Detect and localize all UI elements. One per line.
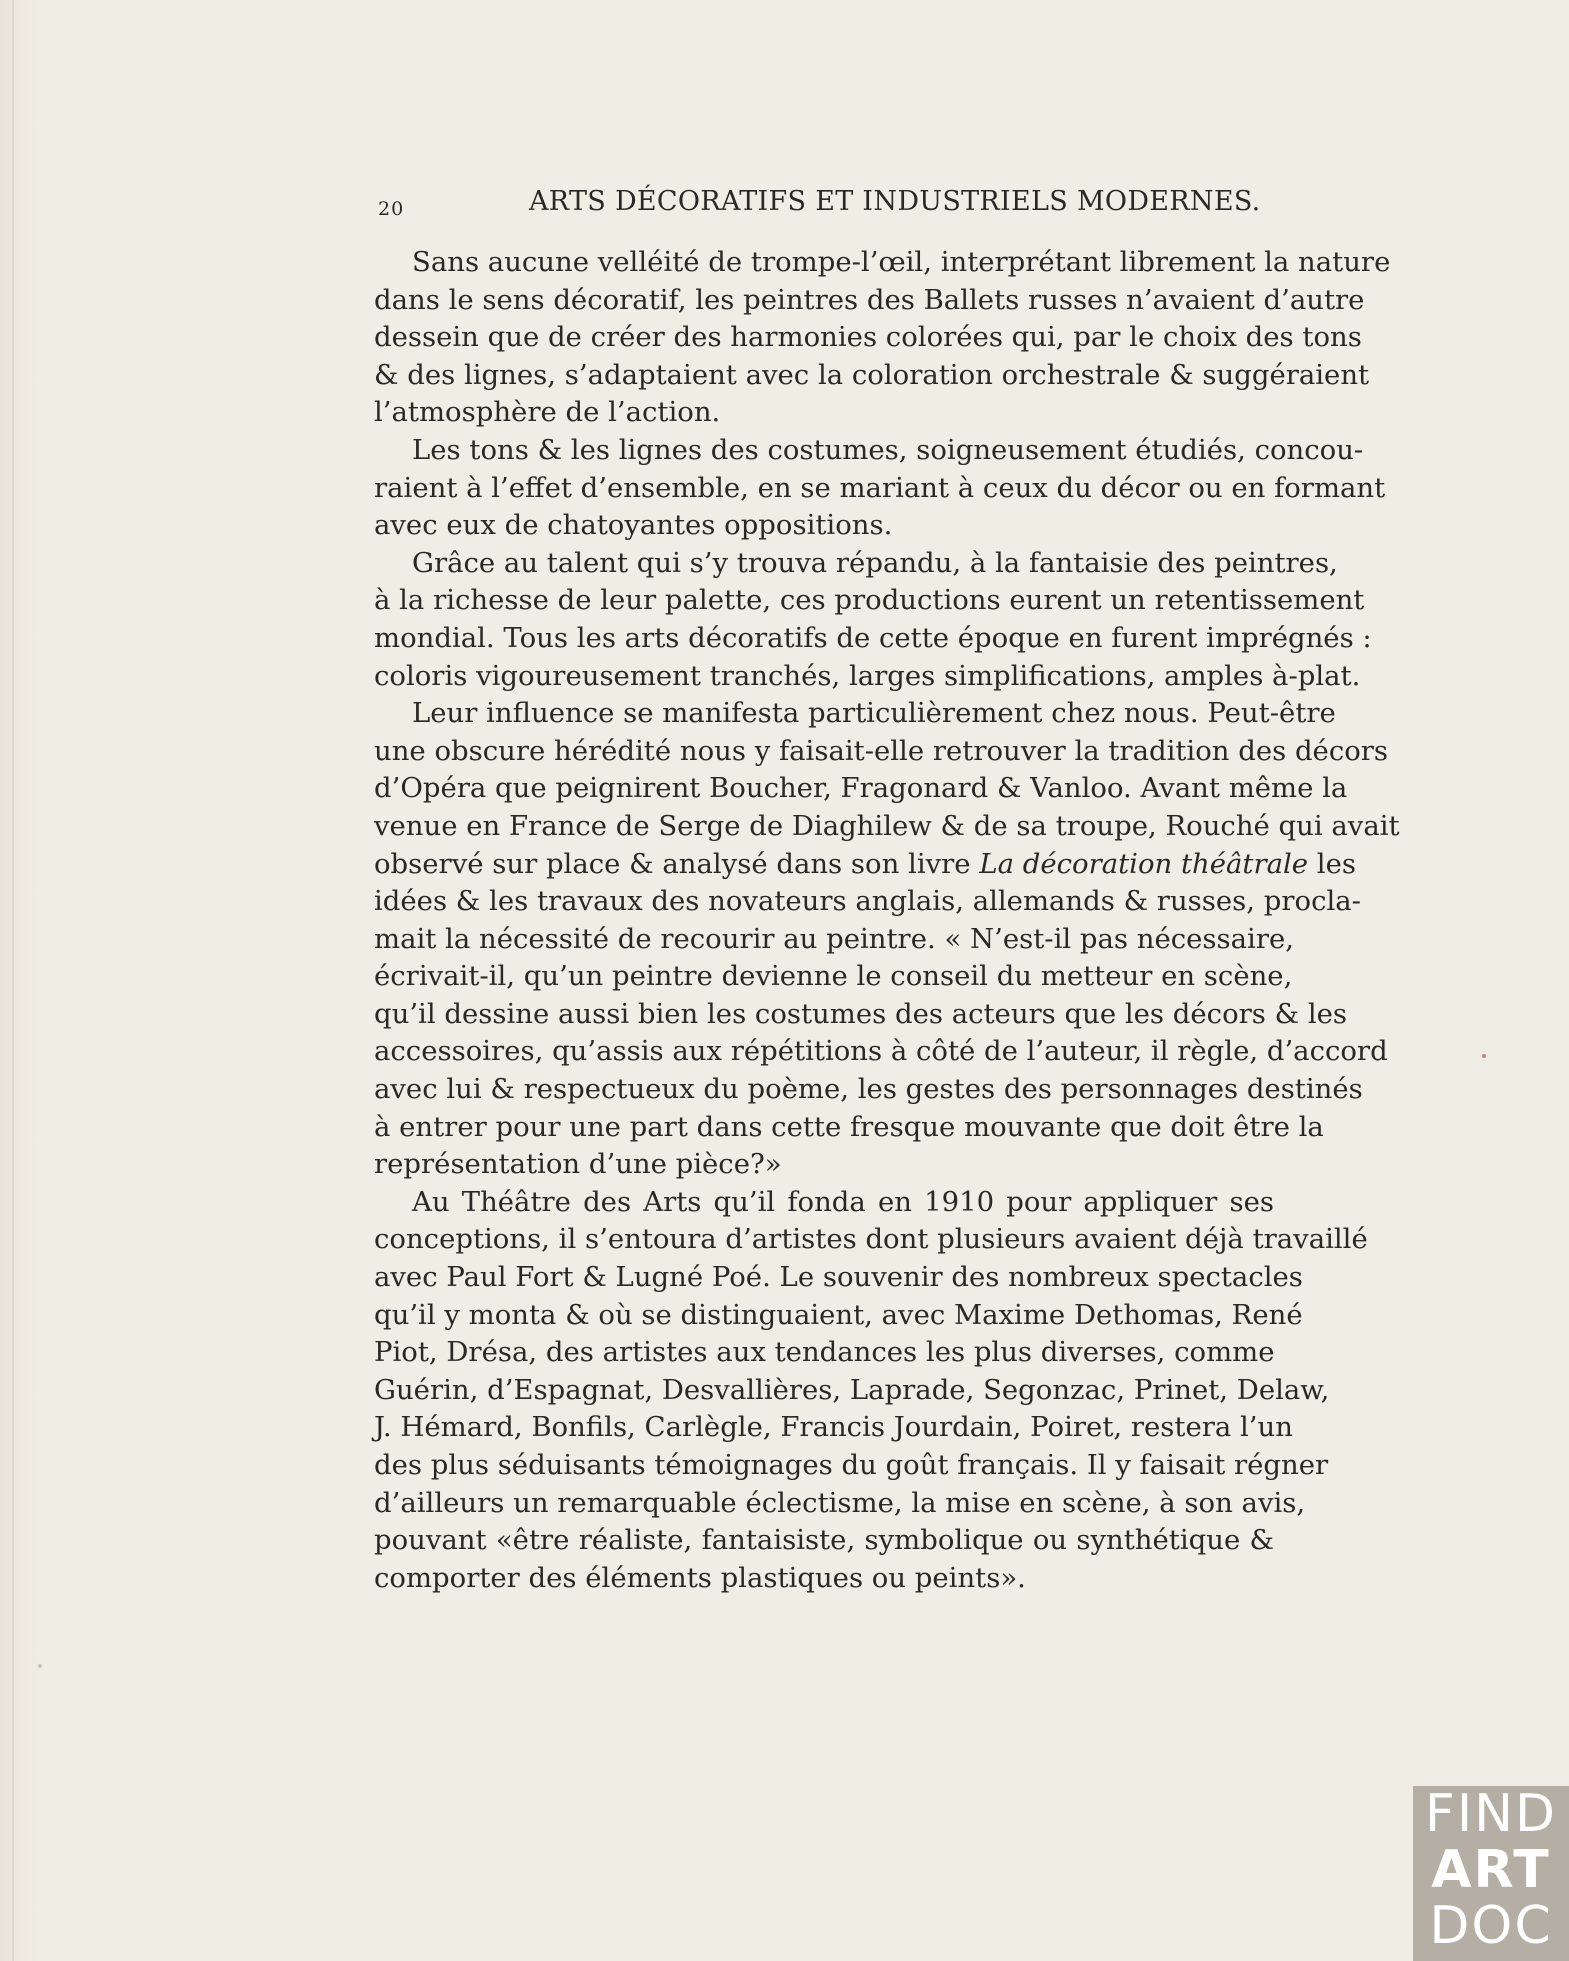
text-line: avec eux de chatoyantes oppositions. xyxy=(374,509,893,542)
text-line: avec Paul Fort & Lugné Poé. Le souvenir des nombreux spectacles xyxy=(374,1261,1303,1294)
text-line: accessoires, qu’assis aux répétitions à côté de l’auteur, il règle, d’accord xyxy=(374,1035,1388,1068)
findartdoc-watermark-logo xyxy=(1413,1786,1569,1961)
text-line: comporter des éléments plastiques ou peints». xyxy=(374,1561,1026,1594)
text-line: J. Hémard, Bonfils, Carlègle, Francis Jourdain, Poiret, restera l’un xyxy=(374,1411,1293,1444)
text-line: & des lignes, s’adaptaient avec la coloration orchestrale & suggéraient xyxy=(374,358,1370,391)
text-line: mait la nécessité de recourir au peintre. « N’est-il pas nécessaire, xyxy=(374,922,1294,955)
text-line: dessein que de créer des harmonies colorées qui, par le choix des tons xyxy=(374,321,1362,354)
text-line: Leur influence se manifesta particulièrement chez nous. Peut-être xyxy=(412,697,1336,730)
text-line: à la richesse de leur palette, ces productions eurent un retentissement xyxy=(374,584,1365,617)
text-line: Sans aucune velléité de trompe-l’œil, interprétant librement la nature xyxy=(412,246,1391,278)
paper-speck xyxy=(38,1664,42,1668)
text-line: raient à l’effet d’ensemble, en se mariant à ceux du décor ou en formant xyxy=(374,471,1386,504)
text-line: qu’il dessine aussi bien les costumes des acteurs que les décors & les xyxy=(374,997,1348,1030)
text-line: avec lui & respectueux du poème, les gestes des personnages destinés xyxy=(374,1073,1363,1106)
text-fragment: observé sur place & analysé dans son livre xyxy=(374,847,980,880)
paragraph-5 xyxy=(374,1184,1368,1598)
running-head xyxy=(378,186,1261,230)
paper-speck xyxy=(1482,1054,1486,1058)
text-line: écrivait-il, qu’un peintre devienne le conseil du metteur en scène, xyxy=(374,960,1293,993)
text-line: d’Opéra que peignirent Boucher, Fragonard & Vanloo. Avant même la xyxy=(374,772,1348,805)
book-title: La décoration théâtrale xyxy=(979,847,1309,880)
text-line-with-book-title xyxy=(374,846,1356,884)
text-line: Les tons & les lignes des costumes, soigneusement étudiés, concou- xyxy=(412,433,1364,466)
paragraph-1 xyxy=(374,244,1391,432)
text-line: d’ailleurs un remarquable éclectisme, la mise en scène, à son avis, xyxy=(374,1486,1306,1519)
text-line: l’atmosphère de l’action. xyxy=(374,396,721,429)
page-edge-shadow xyxy=(12,0,14,1961)
body-text xyxy=(374,244,1400,1597)
text-fragment: les xyxy=(1308,847,1356,880)
text-line: dans le sens décoratif, les peintres des Ballets russes n’avaient d’autre xyxy=(374,283,1365,316)
text-line: pouvant «être réaliste, fantaisiste, symbolique ou synthétique & xyxy=(374,1524,1274,1557)
text-line: une obscure hérédité nous y faisait-elle retrouver la tradition des décors xyxy=(374,734,1389,767)
text-line: idées & les travaux des novateurs anglais, allemands & russes, procla- xyxy=(374,885,1361,918)
text-line: à entrer pour une part dans cette fresque mouvante que doit être la xyxy=(374,1110,1324,1143)
text-line: Guérin, d’Espagnat, Desvallières, Laprade, Segonzac, Prinet, Delaw, xyxy=(374,1373,1330,1406)
page-number: 20 xyxy=(378,198,405,220)
paragraph-2 xyxy=(374,432,1386,545)
paragraph-4 xyxy=(374,695,1400,1184)
watermark-line: FIND xyxy=(1424,1784,1558,1844)
text-line: conceptions, il s’entoura d’artistes dont plusieurs avaient déjà travaillé xyxy=(374,1223,1368,1256)
text-line: venue en France de Serge de Diaghilew & de sa troupe, Rouché qui avait xyxy=(374,809,1400,842)
running-title: ARTS DÉCORATIFS ET INDUSTRIELS MODERNES. xyxy=(529,186,1261,217)
text-line: des plus séduisants témoignages du goût français. Il y faisait régner xyxy=(374,1449,1329,1481)
paragraph-3 xyxy=(374,545,1372,695)
text-line: Grâce au talent qui s’y trouva répandu, à la fantaisie des peintres, xyxy=(412,546,1338,579)
text-line: mondial. Tous les arts décoratifs de cette époque en furent imprégnés : xyxy=(374,621,1372,654)
text-line: Piot, Drésa, des artistes aux tendances les plus diverses, comme xyxy=(374,1336,1275,1369)
watermark-line: DOC xyxy=(1429,1896,1553,1956)
watermark-line: ART xyxy=(1431,1840,1551,1900)
text-line: coloris vigoureusement tranchés, larges simplifications, amples à-plat. xyxy=(374,659,1361,692)
text-line: qu’il y monta & où se distinguaient, avec Maxime Dethomas, René xyxy=(374,1298,1303,1331)
text-line: Au Théâtre des Arts qu’il fonda en 1910 pour appliquer ses xyxy=(412,1185,1274,1218)
text-line: représentation d’une pièce?» xyxy=(374,1148,782,1181)
